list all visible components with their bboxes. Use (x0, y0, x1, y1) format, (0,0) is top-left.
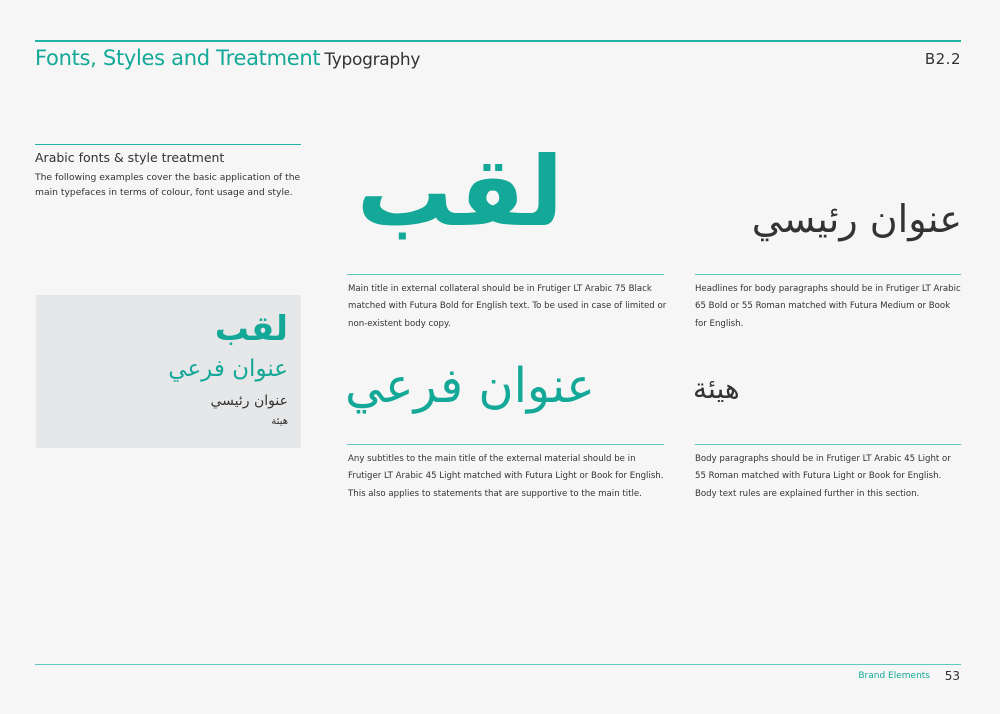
sidebar-body: The following examples cover the basic application of the main typefaces in terms of colour, font usage and style. (35, 172, 301, 198)
demo-title-sample: لقب (214, 309, 288, 349)
section-code: B2.2 (924, 50, 961, 68)
headline-caption: Headlines for body paragraphs should be in Frutiger LT Arabic 65 Bold or 55 Roman matched with Futura Medium or Book for English. (695, 284, 961, 329)
page-title-text: Fonts, Styles and Treatment (35, 46, 321, 70)
demo-subtitle-sample: عنوان فرعي (168, 356, 288, 382)
body-sample: هيئة (693, 372, 740, 405)
caption-rule (695, 444, 961, 445)
style-demo-panel (36, 295, 301, 448)
body-caption: Body paragraphs should be in Frutiger LT Arabic 45 Light or 55 Roman matched with Futura Light or Book for English. Body text rules are explained further in this section. (695, 454, 951, 499)
caption-rule (347, 274, 664, 275)
sidebar-heading: Arabic fonts & style treatment (35, 150, 225, 165)
footer-section-label: Brand Elements (858, 671, 930, 681)
page-subtitle: Typography (324, 50, 421, 70)
header-rule (35, 40, 961, 42)
footer-rule (35, 664, 961, 665)
sidebar-rule (35, 144, 301, 145)
demo-body-sample: هيئة (271, 416, 288, 427)
subtitle-caption: Any subtitles to the main title of the external material should be in Frutiger LT Arabic 45 Light matched with Futura Light or Book for English. This also applies to statements that are supportive to the main title. (348, 454, 664, 499)
page-number: 53 (944, 669, 960, 683)
demo-headline-sample: عنوان رئيسي (210, 393, 288, 409)
caption-rule (695, 274, 961, 275)
headline-sample: عنوان رئيسي (751, 197, 962, 241)
page-title (35, 46, 420, 70)
main-title-sample: لقب (356, 136, 564, 248)
subtitle-sample: عنوان فرعي (345, 358, 595, 414)
caption-rule (347, 444, 664, 445)
main-title-caption: Main title in external collateral should be in Frutiger LT Arabic 75 Black matched with Futura Bold for English text. To be used in case of limited or non-existent body copy. (348, 284, 667, 329)
